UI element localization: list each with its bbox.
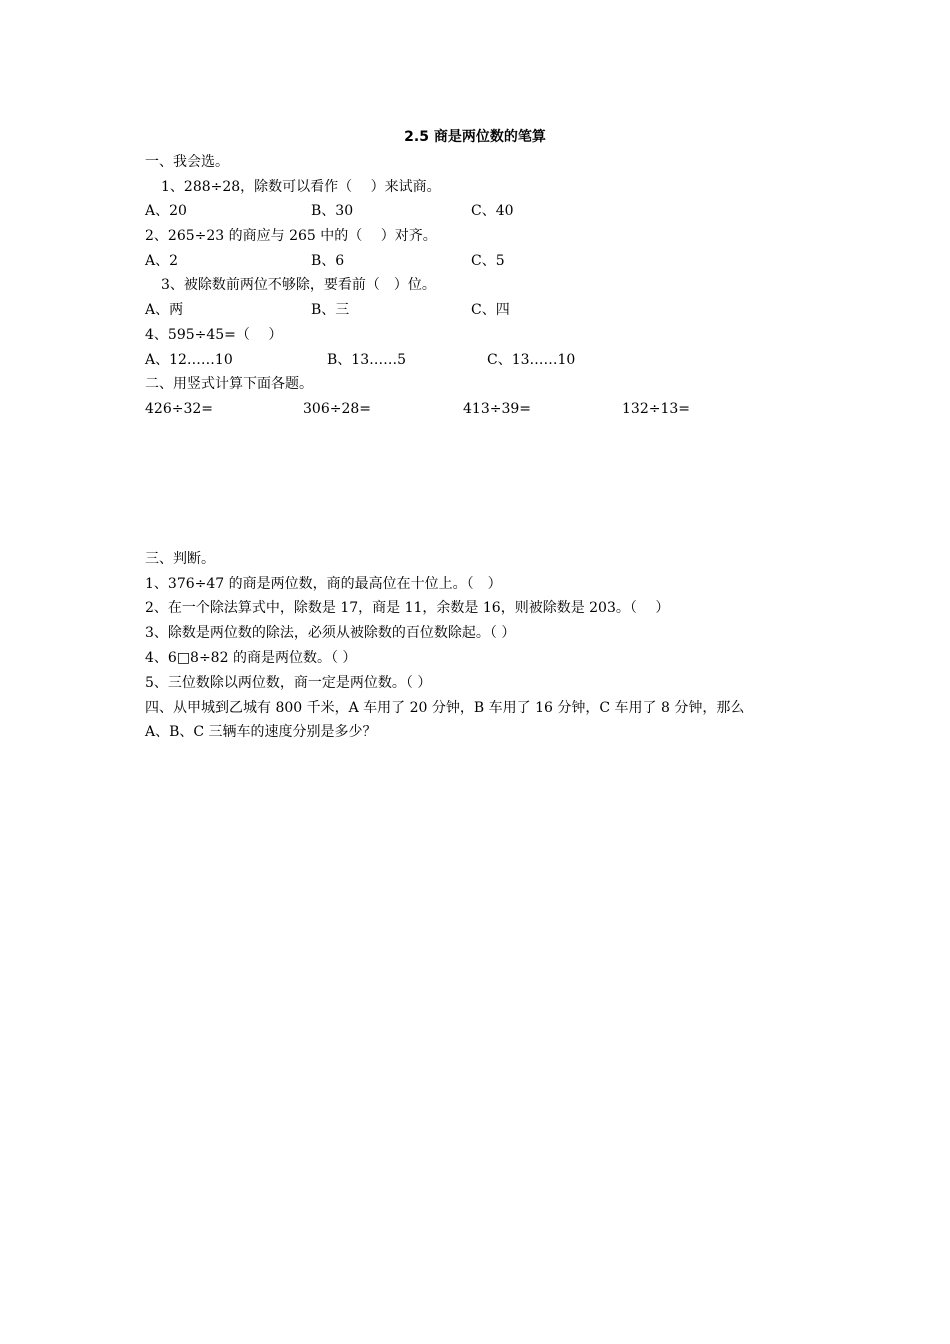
calc-problem-1: 426÷32=: [145, 401, 213, 417]
question-2-option-c: C、5: [471, 253, 505, 269]
judgement-item-3: 3、除数是两位数的除法，必须从被除数的百位数除起。（ ）: [145, 625, 516, 641]
question-2-option-a: A、2: [145, 253, 179, 269]
question-4-text: 4、595÷45=（ ）: [145, 327, 283, 343]
question-4-option-a: A、12……10: [145, 352, 233, 368]
judgement-item-2: 2、在一个除法算式中，除数是 17，商是 11，余数是 16，则被除数是 203。（ ）: [145, 600, 670, 616]
section1-heading: 一、我会选。: [145, 154, 229, 170]
question-1-option-c: C、40: [471, 203, 514, 219]
question-1-option-a: A、20: [145, 203, 187, 219]
question-3-text: 3、被除数前两位不够除，要看前（ ）位。: [161, 277, 436, 293]
page-title: 2.5 商是两位数的笔算: [404, 129, 546, 145]
judgement-item-4: 4、6□8÷82 的商是两位数。（ ）: [145, 650, 357, 666]
question-2-option-b: B、6: [311, 253, 345, 269]
question-3-option-a: A、两: [145, 302, 184, 318]
question-1-text: 1、288÷28，除数可以看作（ ）来试商。: [161, 179, 441, 195]
calc-problem-2: 306÷28=: [303, 401, 371, 417]
question-4-option-b: B、13……5: [327, 352, 407, 368]
judgement-item-5: 5、三位数除以两位数，商一定是两位数。（ ）: [145, 675, 432, 691]
section3-heading: 三、判断。: [145, 551, 215, 567]
section2-heading: 二、用竖式计算下面各题。: [145, 376, 313, 392]
section4-question-line2: A、B、C 三辆车的速度分别是多少？: [145, 724, 377, 740]
question-4-option-c: C、13……10: [487, 352, 576, 368]
judgement-item-1: 1、376÷47 的商是两位数，商的最高位在十位上。（ ）: [145, 576, 502, 592]
question-2-text: 2、265÷23 的商应与 265 中的（ ）对齐。: [145, 228, 437, 244]
calc-problem-3: 413÷39=: [463, 401, 531, 417]
question-3-option-b: B、三: [311, 302, 350, 318]
question-1-option-b: B、30: [311, 203, 354, 219]
question-3-option-c: C、四: [471, 302, 510, 318]
calc-problem-4: 132÷13=: [622, 401, 690, 417]
section4-question-line1: 四、从甲城到乙城有 800 千米，A 车用了 20 分钟，B 车用了 16 分钟，C 车用了 8 分钟，那么: [145, 700, 745, 716]
